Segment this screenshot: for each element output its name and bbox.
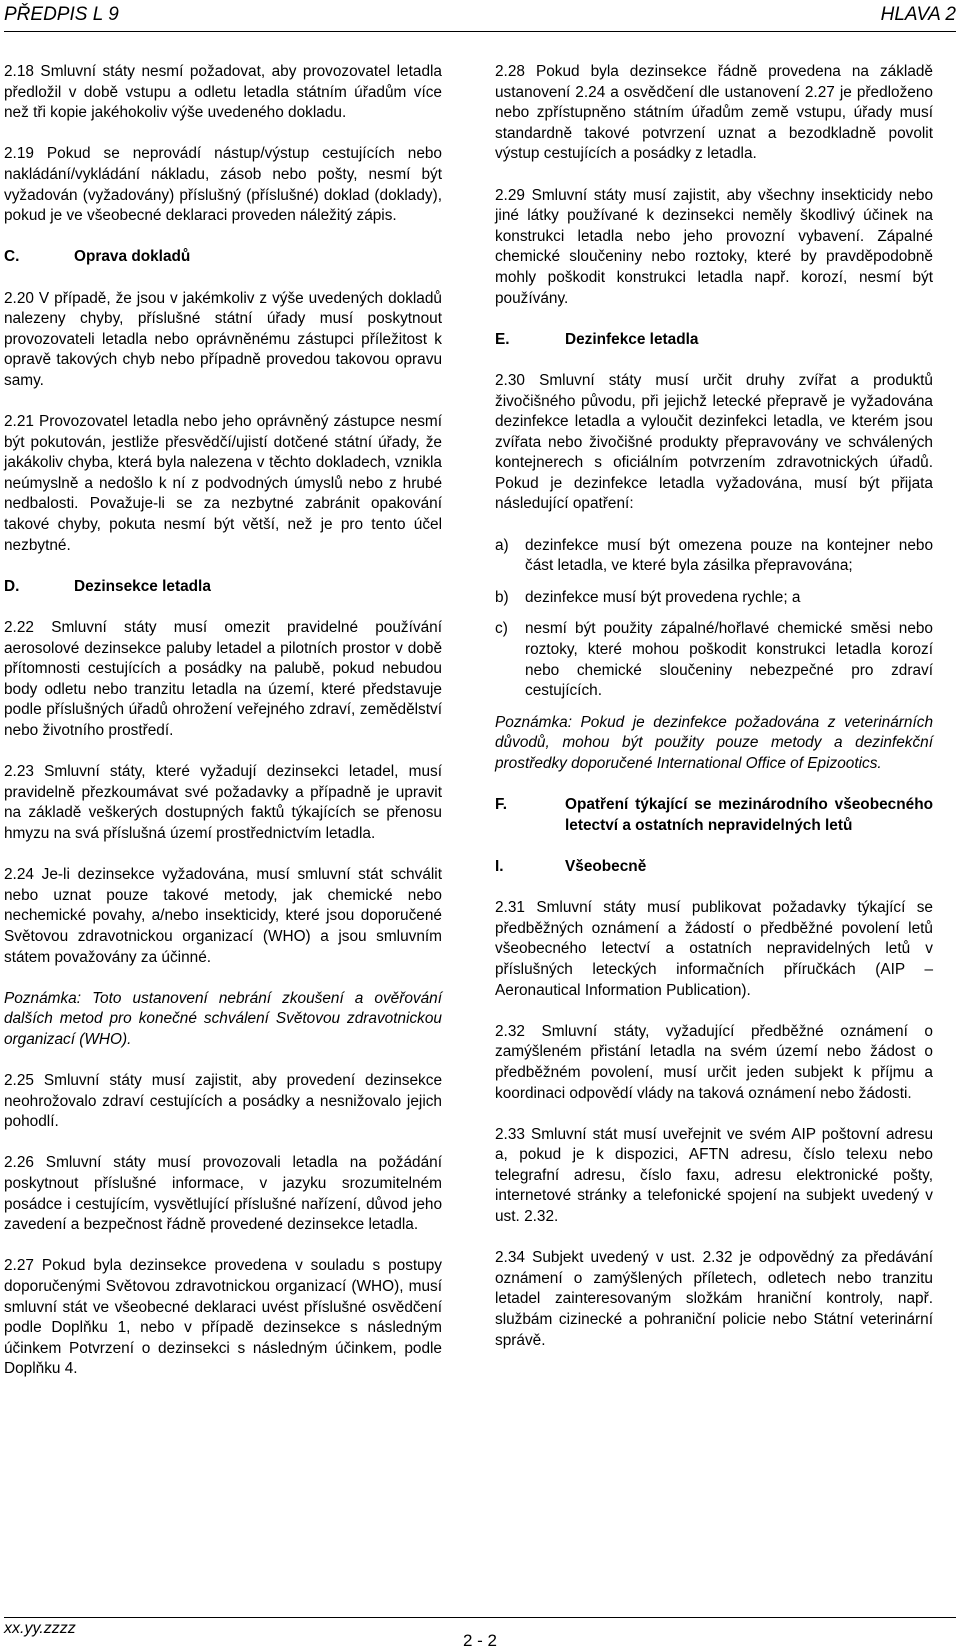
header-divider <box>4 31 956 32</box>
section-heading-label: D. <box>4 577 20 595</box>
section-heading <box>4 247 442 268</box>
paragraph: 2.18 Smluvní státy nesmí požadovat, aby provozovatel letadla předložil v době vstupu a odletu letadla státním úřadům více než tři kopie jakéhokoliv výše uvedeného dokladu. <box>4 63 442 122</box>
section-heading <box>495 330 933 351</box>
paragraph: 2.29 Smluvní státy musí zajistit, aby všechny insekticidy nebo jiné látky používané k dezinsekci neměly škodlivý účinek na konstrukci letadla nebo jeho provozní vybavení. Zápalné chemické sloučeniny nebo roztoky, které by pravděpodobně mohly poškodit konstrukci letadla např. korozí, nesmí být používány. <box>495 186 933 307</box>
list-item <box>495 536 933 577</box>
paragraph: 2.25 Smluvní státy musí zajistit, aby provedení dezinsekce neohrožovalo zdraví cestujících a posádky a nesnižovalo jejich pohodlí. <box>4 1072 442 1131</box>
section-heading-label: F. <box>495 796 507 814</box>
section-heading-text: Opatření týkající se mezinárodního všeobecného letectví a ostatních nepravidelných letů <box>565 796 933 834</box>
paragraph: 2.31 Smluvní státy musí publikovat požadavky týkající se předběžných oznámení a žádostí o předběžné povolení letů všeobecného letectví a ostatních nepravidelných letů v příslušných leteckých informačních příručkách (AIP – Aeronautical Information Publication). <box>495 899 933 999</box>
lettered-list <box>495 536 933 702</box>
footer-page-number: 2 - 2 <box>462 1631 498 1650</box>
section-heading-label: C. <box>4 248 20 266</box>
section-heading <box>495 795 933 836</box>
right-column <box>495 62 933 1372</box>
paragraph: 2.20 V případě, že jsou v jakémkoliv z výše uvedených dokladů nalezeny chyby, příslušné státní úřady musí poskytnout provozovateli letadla nebo oprávněnému zástupci příležitost k opravě takových chyb nebo případně provedou takovou opravu samy. <box>4 289 442 389</box>
list-item-text: dezinfekce musí být omezena pouze na kontejner nebo část letadla, ve které byla zásilka přepravována; <box>525 536 933 575</box>
section-heading <box>495 857 933 878</box>
list-item-text: dezinfekce musí být provedena rychle; a <box>525 588 801 606</box>
paragraph: 2.24 Je-li dezinsekce vyžadována, musí smluvní stát schválit nebo uznat pouze takové metody, jak chemické nebo nechemické povahy, a/nebo insekticidy, které jsou doporučené Světovou zdravotnickou organizací (WHO) a jsou smluvním státem považovány za účinné. <box>4 866 442 966</box>
list-item-text: nesmí být použity zápalné/hořlavé chemické směsi nebo roztoky, které mohou poškodit konstrukci letadla korozí nebo chemické sloučeniny nebezpečné pro zdraví cestujících. <box>525 620 933 700</box>
paragraph: 2.27 Pokud byla dezinsekce provedena v souladu s postupy doporučenými Světovou zdravotnickou organizací (WHO), musí smluvní stát ve všeobecné deklaraci uvést příslušné osvědčení podle Doplňku 1, nebo v případě dezinsekce s následným účinkem Potvrzení o dezinsekci s následným účinkem, podle Doplňku 4. <box>4 1257 442 1378</box>
paragraph: 2.21 Provozovatel letadla nebo jeho oprávněný zástupce nesmí být pokutován, jestliže přesvědčí/ujistí dotčené státní úřady, že jakákoliv chyba, která byla nalezena v těchto dokladech, vznikla neúmyslně a nedošlo k ní z podvodných úmyslů nebo z hrubé nedbalosti. Považuje-li se za nezbytné zabránit opakování takové chyby, pokuta nesmí být větší, než je pro tento účel nezbytné. <box>4 413 442 554</box>
note <box>4 989 442 1051</box>
paragraph: 2.23 Smluvní státy, které vyžadují dezinsekci letadel, musí pravidelně přezkoumávat své požadavky a případně je upravit na základě veškerých dostupných faktů týkajících se přenosu hmyzu na svá příslušná území prostřednictvím letadla. <box>4 763 442 842</box>
note-text: Toto ustanovení nebrání zkoušení a ověřování dalších metod pro konečné schválení Světovou zdravotnickou organizací (WHO). <box>4 989 442 1048</box>
paragraph: 2.33 Smluvní stát musí uveřejnit ve svém AIP poštovní adresu a, pokud je k dispozici, AFTN adresu, číslo telexu nebo telegrafní adresu, číslo faxu, adresu elektronické pošty, internetové stránky a telefonické spojení na subjekt uvedený v ust. 2.32. <box>495 1125 933 1226</box>
list-item <box>495 588 933 609</box>
section-heading <box>4 577 442 598</box>
header-chapter: HLAVA 2 <box>880 4 956 25</box>
paragraph: 2.19 Pokud se neprovádí nástup/výstup cestujících nebo nakládání/vykládání nákladu, zásob nebo pošty, nesmí být vyžadován (vyžadovány) příslušný (příslušné) doklad (doklady), pokud je ve všeobecné deklaraci proveden náležitý zápis. <box>4 145 442 225</box>
paragraph: 2.22 Smluvní státy musí omezit pravidelné používání aerosolové dezinsekce paluby letadel a pilotních prostor v době přítomnosti cestujících a posádky na palubě, pokud nebudou body odletu nebo tranzitu letadla na území, které představuje podle příslušných úřadů ohrožení veřejného zdraví, zemědělství nebo životního prostředí. <box>4 619 442 739</box>
section-heading-label: E. <box>495 330 510 348</box>
footer-date: xx.yy.zzzz <box>4 1620 76 1637</box>
note-label: Poznámka: <box>4 989 81 1007</box>
footer-divider <box>4 1617 956 1618</box>
list-item-label: c) <box>495 620 508 638</box>
section-heading-label: I. <box>495 857 504 875</box>
note-text: Pokud je dezinfekce požadována z veterinárních důvodů, mohou být použity pouze metody a dezinfekční prostředky doporučené International Office of Epizootics. <box>495 713 933 772</box>
left-column <box>4 62 442 1401</box>
header-document-title: PŘEDPIS L 9 <box>4 4 119 25</box>
paragraph: 2.34 Subjekt uvedený v ust. 2.32 je odpovědný za předávání oznámení o zamýšlených příletech, odletech nebo tranzitu letadel zainteresovaným složkám hraniční kontroly, např. službám cizinecké a pohraniční policie nebo Státní veterinární správě. <box>495 1249 933 1349</box>
paragraph: 2.32 Smluvní státy, vyžadující předběžné oznámení o zamýšleném přistání letadla na svém území nebo žádost o předběžném povolení, musí určit jeden subjekt k příjmu a koordinaci odpovědí vlády na taková oznámení nebo žádosti. <box>495 1022 933 1102</box>
paragraph: 2.26 Smluvní státy musí provozovali letadla na požádání poskytnout příslušné informace, v jazyku srozumitelném posádce i cestujícím, vysvětlující příslušné nařízení, důvod jeho zavedení a bezpečnost řádně provedené dezinsekce letadla. <box>4 1154 442 1234</box>
note-label: Poznámka: <box>495 713 572 731</box>
list-item <box>495 619 933 701</box>
section-heading-text: Dezinfekce letadla <box>565 330 699 348</box>
list-item-label: a) <box>495 536 509 554</box>
paragraph: 2.30 Smluvní státy musí určit druhy zvířat a produktů živočišného původu, při jejichž letecké přepravě je vyžadována dezinfekce letadla a vyloučit dezinfekci letadla, ve kterém jsou zvířata nebo živočišné produkty přepravovány ve schválených kontejnerech s oficiálním potvrzením zdravotnických úřadů. Pokud je dezinfekce letadla vyžadována, musí být přijata následující opatření: <box>495 371 933 513</box>
section-heading-text: Všeobecně <box>565 857 647 875</box>
page-header <box>4 2 956 28</box>
section-heading-text: Dezinsekce letadla <box>74 577 211 595</box>
note <box>495 713 933 775</box>
paragraph: 2.28 Pokud byla dezinsekce řádně provedena na základě ustanovení 2.24 a osvědčení dle ustanovení 2.27 je předloženo nebo zpřístupněno státním úřadům země vstupu, úřady musí standardně takové potvrzení uznat a bezodkladně povolit výstup cestujících a posádky z letadla. <box>495 63 933 163</box>
list-item-label: b) <box>495 588 509 606</box>
section-heading-text: Oprava dokladů <box>74 248 191 266</box>
